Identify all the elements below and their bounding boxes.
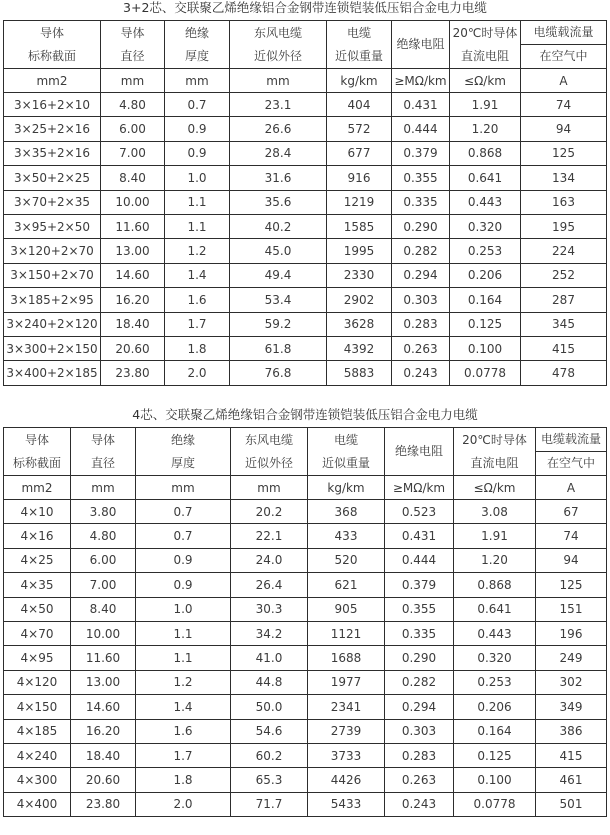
table-cell: 0.243 [385,792,454,816]
table-cell: 26.6 [230,117,327,141]
table-cell: 1.1 [165,214,230,238]
table-cell: 10.00 [71,621,136,645]
header-insulation-resistance: 绝缘电阻 [392,21,450,69]
table-cell: 433 [308,524,385,548]
table-cell: 2.0 [165,361,230,385]
table-cell: 13.00 [71,670,136,694]
table-cell: 0.303 [385,719,454,743]
table-cell: 0.320 [454,646,536,670]
table-row [4,361,607,385]
header-outer-diameter: 东风电缆 近似外径 [231,428,308,476]
table-cell: 1.2 [165,239,230,263]
table-cell: 1.7 [165,312,230,336]
table-cell: 18.40 [101,312,165,336]
header-ampacity-in-air: 在空气中 [536,452,607,476]
unit-cell: ≥MΩ/km [392,69,450,93]
table-cell: 1.1 [136,646,231,670]
table-cell: 1688 [308,646,385,670]
table-cell: 49.4 [230,263,327,287]
header-ampacity: 电缆载流量 [536,428,607,452]
table-cell: 520 [308,548,385,572]
table-cell: 1.20 [450,117,521,141]
unit-cell: mm2 [4,69,101,93]
table-row [4,336,607,360]
header-insulation-thickness: 绝缘 厚度 [165,21,230,69]
unit-cell: kg/km [327,69,392,93]
table-cell: 0.868 [454,573,536,597]
table-cell: 3×400+2×185 [4,361,101,385]
table-row [4,117,607,141]
unit-cell: ≤Ω/km [450,69,521,93]
table-cell: 11.60 [101,214,165,238]
table-cell: 7.00 [71,573,136,597]
header-conductor-section: 导体 标称截面 [4,21,101,69]
table-cell: 0.9 [136,573,231,597]
table-cell: 2739 [308,719,385,743]
table-cell: 71.7 [231,792,308,816]
unit-cell: ≥MΩ/km [385,476,454,500]
table-row [4,695,607,719]
table-cell: 4426 [308,768,385,792]
table-cell: 14.60 [71,695,136,719]
table-cell: 0.335 [392,190,450,214]
table-cell: 916 [327,166,392,190]
table-cell: 195 [521,214,607,238]
table-cell: 3×240+2×120 [4,312,101,336]
table-cell: 4×35 [4,573,71,597]
table-cell: 0.9 [136,548,231,572]
table-row [4,768,607,792]
table-cell: 74 [536,524,607,548]
table-cell: 1.7 [136,743,231,767]
table-cell: 2.0 [136,792,231,816]
units-row [4,69,607,93]
table-cell: 0.523 [385,500,454,524]
table-cell: 8.40 [71,597,136,621]
table-cell: 50.0 [231,695,308,719]
table-cell: 34.2 [231,621,308,645]
table-cell: 67 [536,500,607,524]
table-cell: 0.379 [385,573,454,597]
header-conductor-diameter: 导体 直径 [71,428,136,476]
unit-cell: mm [136,476,231,500]
table-cell: 0.206 [454,695,536,719]
table-cell: 1.20 [454,548,536,572]
unit-cell: mm [165,69,230,93]
table-cell: 4.80 [101,93,165,117]
table-cell: 0.290 [385,646,454,670]
table-cell: 16.20 [101,288,165,312]
header-ampacity-in-air: 在空气中 [521,45,607,69]
table-row [4,214,607,238]
header-cable-weight: 电缆 近似重量 [308,428,385,476]
table-cell: 0.335 [385,621,454,645]
table-cell: 224 [521,239,607,263]
table-cell: 4392 [327,336,392,360]
table-row [4,312,607,336]
table-row [4,548,607,572]
table-cell: 3.80 [71,500,136,524]
table-cell: 1.8 [165,336,230,360]
unit-cell: mm [71,476,136,500]
table1-caption: 3+2芯、交联聚乙烯绝缘铝合金钢带连锁铠装低压铝合金电力电缆 [123,0,487,15]
table-cell: 349 [536,695,607,719]
table-cell: 1.0 [136,597,231,621]
table-cell: 415 [521,336,607,360]
table-cell: 0.253 [450,239,521,263]
table-row [4,573,607,597]
unit-cell: mm2 [4,476,71,500]
table-cell: 3×70+2×35 [4,190,101,214]
unit-cell: A [536,476,607,500]
table-cell: 3733 [308,743,385,767]
table-cell: 461 [536,768,607,792]
table-cell: 415 [536,743,607,767]
table-cell: 30.3 [231,597,308,621]
unit-cell: kg/km [308,476,385,500]
table-cell: 0.443 [454,621,536,645]
table-cell: 45.0 [230,239,327,263]
table-cell: 572 [327,117,392,141]
table-cell: 94 [536,548,607,572]
table-cell: 1585 [327,214,392,238]
table-cell: 10.00 [101,190,165,214]
table-cell: 1.2 [136,670,231,694]
table-cell: 2341 [308,695,385,719]
table-cell: 3×50+2×25 [4,166,101,190]
header-ampacity: 电缆载流量 [521,21,607,45]
table-cell: 0.283 [385,743,454,767]
table-cell: 0.431 [392,93,450,117]
table-cell: 5433 [308,792,385,816]
table-cell: 151 [536,597,607,621]
table-cell: 5883 [327,361,392,385]
table-cell: 368 [308,500,385,524]
table-cell: 0.303 [392,288,450,312]
table-cell: 31.6 [230,166,327,190]
table-cell: 1.0 [165,166,230,190]
table-cell: 0.9 [165,117,230,141]
table-cell: 1977 [308,670,385,694]
header-conductor-section: 导体 标称截面 [4,428,71,476]
table-cell: 0.431 [385,524,454,548]
header-dc-resistance: 20℃时导体 直流电阻 [450,21,521,69]
table-cell: 0.320 [450,214,521,238]
table-cell: 1.6 [136,719,231,743]
table-row [4,141,607,165]
unit-cell: mm [231,476,308,500]
table-cell: 621 [308,573,385,597]
table-cell: 28.4 [230,141,327,165]
table-row [4,670,607,694]
table-row [4,93,607,117]
table-cell: 65.3 [231,768,308,792]
table-cell: 0.100 [454,768,536,792]
table-row [4,646,607,670]
unit-cell: ≤Ω/km [454,476,536,500]
table-cell: 23.80 [71,792,136,816]
table-cell: 0.164 [454,719,536,743]
table-cell: 0.0778 [450,361,521,385]
table-row [4,288,607,312]
table-cell: 0.379 [392,141,450,165]
header-insulation-thickness: 绝缘 厚度 [136,428,231,476]
table-cell: 8.40 [101,166,165,190]
table-cell: 0.282 [392,239,450,263]
table-cell: 1219 [327,190,392,214]
table-cell: 24.0 [231,548,308,572]
table2-caption: 4芯、交联聚乙烯绝缘铝合金钢带连锁铠装低压铝合金电力电缆 [132,407,478,422]
table-cell: 345 [521,312,607,336]
table-cell: 252 [521,263,607,287]
table-cell: 478 [521,361,607,385]
table-cell: 0.253 [454,670,536,694]
table-cell: 14.60 [101,263,165,287]
table-cell: 3×150+2×70 [4,263,101,287]
table-cell: 0.206 [450,263,521,287]
table-row [4,524,607,548]
table-cell: 386 [536,719,607,743]
table-cell: 287 [521,288,607,312]
table-cell: 3×95+2×50 [4,214,101,238]
table-cell: 1.4 [165,263,230,287]
table-cell: 0.283 [392,312,450,336]
table-cell: 1.6 [165,288,230,312]
table-cell: 0.243 [392,361,450,385]
table-cell: 134 [521,166,607,190]
table-row [4,239,607,263]
table-cell: 2902 [327,288,392,312]
table-cell: 1.8 [136,768,231,792]
table-cell: 20.60 [71,768,136,792]
table-cell: 22.1 [231,524,308,548]
table-cell: 0.443 [450,190,521,214]
table-cell: 11.60 [71,646,136,670]
table-cell: 61.8 [230,336,327,360]
table-cell: 60.2 [231,743,308,767]
table-row [4,792,607,816]
table-cell: 0.355 [385,597,454,621]
table-cell: 0.444 [392,117,450,141]
table-cell: 35.6 [230,190,327,214]
table-cell: 4×150 [4,695,71,719]
table-cell: 74 [521,93,607,117]
unit-cell: mm [230,69,327,93]
table-cell: 3×185+2×95 [4,288,101,312]
table-cell: 0.0778 [454,792,536,816]
table-row [4,166,607,190]
table-cell: 0.294 [392,263,450,287]
header-insulation-resistance: 绝缘电阻 [385,428,454,476]
table-cell: 0.294 [385,695,454,719]
table-cell: 3×16+2×10 [4,93,101,117]
table-cell: 4×400 [4,792,71,816]
table-row [4,719,607,743]
table-cell: 4.80 [71,524,136,548]
table1-cable-spec [3,20,607,386]
table-cell: 501 [536,792,607,816]
table-cell: 0.641 [454,597,536,621]
table-row [4,263,607,287]
table-cell: 4×70 [4,621,71,645]
table-cell: 20.2 [231,500,308,524]
table-cell: 125 [536,573,607,597]
header-dc-resistance: 20℃时导体 直流电阻 [454,428,536,476]
table-cell: 0.263 [385,768,454,792]
table-cell: 0.7 [165,93,230,117]
table-cell: 905 [308,597,385,621]
table-row [4,743,607,767]
table-cell: 44.8 [231,670,308,694]
table-cell: 0.290 [392,214,450,238]
table-cell: 0.263 [392,336,450,360]
table-cell: 16.20 [71,719,136,743]
table-cell: 3.08 [454,500,536,524]
table-row [4,500,607,524]
header-outer-diameter: 东风电缆 近似外径 [230,21,327,69]
table-cell: 94 [521,117,607,141]
table-cell: 302 [536,670,607,694]
table-cell: 3×25+2×16 [4,117,101,141]
table-cell: 125 [521,141,607,165]
table-cell: 1995 [327,239,392,263]
table-row [4,621,607,645]
table-cell: 18.40 [71,743,136,767]
table-cell: 1.91 [454,524,536,548]
table-cell: 40.2 [230,214,327,238]
table-cell: 0.868 [450,141,521,165]
table-cell: 1.91 [450,93,521,117]
table-cell: 41.0 [231,646,308,670]
table-cell: 13.00 [101,239,165,263]
table2-cable-spec [3,427,607,817]
table-cell: 54.6 [231,719,308,743]
table-cell: 4×10 [4,500,71,524]
table-cell: 59.2 [230,312,327,336]
table-cell: 0.355 [392,166,450,190]
table-cell: 3628 [327,312,392,336]
table-cell: 3×120+2×70 [4,239,101,263]
table-cell: 4×95 [4,646,71,670]
table-cell: 249 [536,646,607,670]
table-cell: 404 [327,93,392,117]
table-cell: 4×240 [4,743,71,767]
table-cell: 2330 [327,263,392,287]
table-cell: 4×16 [4,524,71,548]
table-cell: 1.1 [165,190,230,214]
table-cell: 0.641 [450,166,521,190]
table-cell: 4×300 [4,768,71,792]
table-cell: 0.125 [450,312,521,336]
table-cell: 1121 [308,621,385,645]
table-cell: 3×300+2×150 [4,336,101,360]
table-cell: 23.1 [230,93,327,117]
table-cell: 4×25 [4,548,71,572]
units-row [4,476,607,500]
table-cell: 6.00 [101,117,165,141]
table-cell: 4×120 [4,670,71,694]
table-cell: 0.125 [454,743,536,767]
table-cell: 163 [521,190,607,214]
table-cell: 20.60 [101,336,165,360]
table-row [4,597,607,621]
table-cell: 4×185 [4,719,71,743]
unit-cell: mm [101,69,165,93]
table-cell: 1.1 [136,621,231,645]
table-cell: 1.4 [136,695,231,719]
table-cell: 0.9 [165,141,230,165]
table-cell: 6.00 [71,548,136,572]
table-cell: 0.164 [450,288,521,312]
table-cell: 53.4 [230,288,327,312]
header-conductor-diameter: 导体 直径 [101,21,165,69]
table-row [4,190,607,214]
unit-cell: A [521,69,607,93]
table-cell: 0.7 [136,500,231,524]
table-cell: 76.8 [230,361,327,385]
table-cell: 23.80 [101,361,165,385]
table-cell: 0.7 [136,524,231,548]
table-cell: 26.4 [231,573,308,597]
table-cell: 0.282 [385,670,454,694]
table-cell: 0.100 [450,336,521,360]
table-cell: 7.00 [101,141,165,165]
header-cable-weight: 电缆 近似重量 [327,21,392,69]
table-cell: 4×50 [4,597,71,621]
table-cell: 677 [327,141,392,165]
table-cell: 3×35+2×16 [4,141,101,165]
table-cell: 0.444 [385,548,454,572]
table-cell: 196 [536,621,607,645]
